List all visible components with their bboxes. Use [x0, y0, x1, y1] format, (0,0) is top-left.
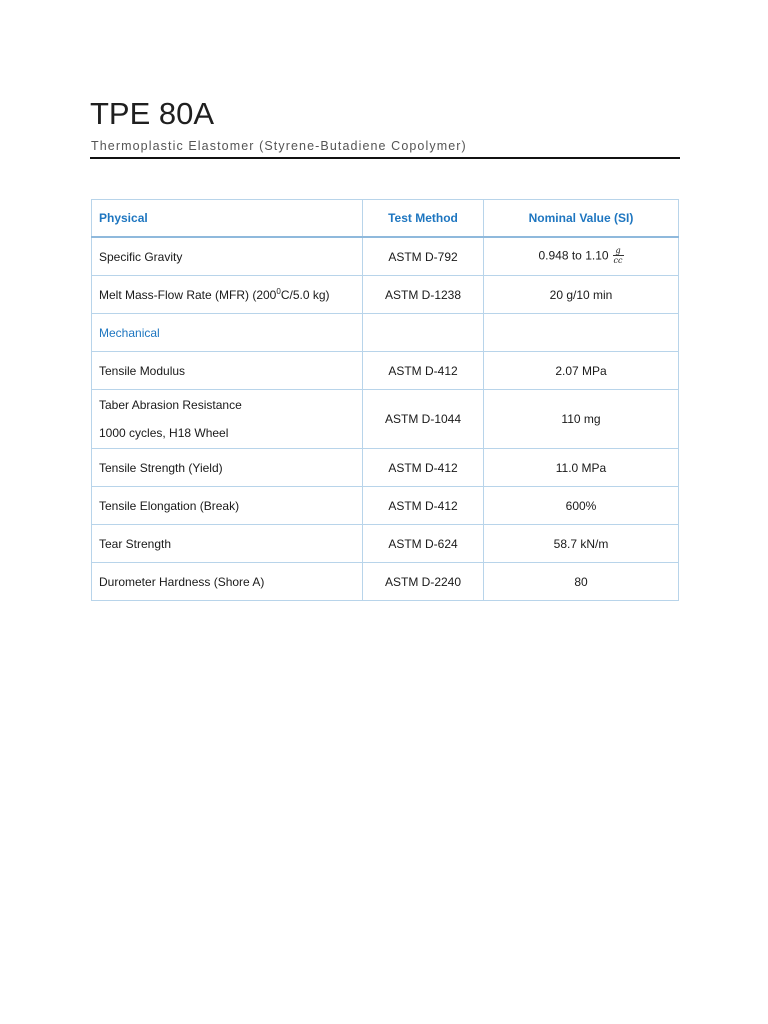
property-label: Tensile Strength (Yield): [92, 449, 363, 487]
header-nominal-value: Nominal Value (SI): [484, 200, 679, 238]
property-label: Tensile Elongation (Break): [92, 487, 363, 525]
properties-table: [91, 199, 679, 601]
table-row-tensile-elongation: [92, 487, 679, 525]
table-row-specific-gravity: [92, 237, 679, 276]
nominal-value: 600%: [484, 487, 679, 525]
unit-denominator: cc: [613, 256, 623, 265]
table-row-durometer-hardness: [92, 563, 679, 601]
empty-cell: [484, 314, 679, 352]
test-method: ASTM D-412: [363, 487, 484, 525]
property-label-suffix: C/5.0 kg): [280, 288, 330, 302]
table-header-row: [92, 200, 679, 238]
section-row-mechanical: [92, 314, 679, 352]
nominal-value: 110 mg: [484, 390, 679, 449]
property-label-detail: 1000 cycles, H18 Wheel: [99, 426, 229, 440]
table-row-tensile-strength: [92, 449, 679, 487]
property-label: Tear Strength: [92, 525, 363, 563]
nominal-value: 2.07 MPa: [484, 352, 679, 390]
table-row-melt-flow-rate: [92, 276, 679, 314]
property-label: Durometer Hardness (Shore A): [92, 563, 363, 601]
empty-cell: [363, 314, 484, 352]
header-test-method: Test Method: [363, 200, 484, 238]
document-subtitle: Thermoplastic Elastomer (Styrene-Butadiene Copolymer): [91, 139, 467, 153]
test-method: ASTM D-792: [363, 237, 484, 276]
nominal-value: 11.0 MPa: [484, 449, 679, 487]
test-method: ASTM D-2240: [363, 563, 484, 601]
table-row-taber-abrasion: [92, 390, 679, 449]
test-method: ASTM D-624: [363, 525, 484, 563]
nominal-value: 58.7 kN/m: [484, 525, 679, 563]
property-label: Tensile Modulus: [92, 352, 363, 390]
document-title: TPE 80A: [90, 96, 215, 131]
unit-numerator: g: [613, 246, 624, 256]
degree-superscript: 0: [276, 287, 281, 296]
property-label: Specific Gravity: [92, 237, 363, 276]
table-row-tear-strength: [92, 525, 679, 563]
nominal-value: 20 g/10 min: [484, 276, 679, 314]
property-label: Melt Mass-Flow Rate (MFR) (200: [99, 288, 277, 302]
nominal-value: 80: [484, 563, 679, 601]
property-label: Taber Abrasion Resistance: [99, 398, 242, 412]
table-row-tensile-modulus: [92, 352, 679, 390]
header-physical: Physical: [92, 200, 363, 238]
test-method: ASTM D-412: [363, 352, 484, 390]
test-method: ASTM D-1238: [363, 276, 484, 314]
test-method: ASTM D-1044: [363, 390, 484, 449]
property-label-cell: [92, 276, 363, 314]
section-label-mechanical: Mechanical: [92, 314, 363, 352]
test-method: ASTM D-412: [363, 449, 484, 487]
property-label-cell: [92, 390, 363, 449]
nominal-value: 0.948 to 1.10: [538, 248, 609, 263]
nominal-value-cell: [484, 237, 679, 276]
title-divider: [90, 157, 680, 159]
unit-fraction: [613, 246, 624, 265]
